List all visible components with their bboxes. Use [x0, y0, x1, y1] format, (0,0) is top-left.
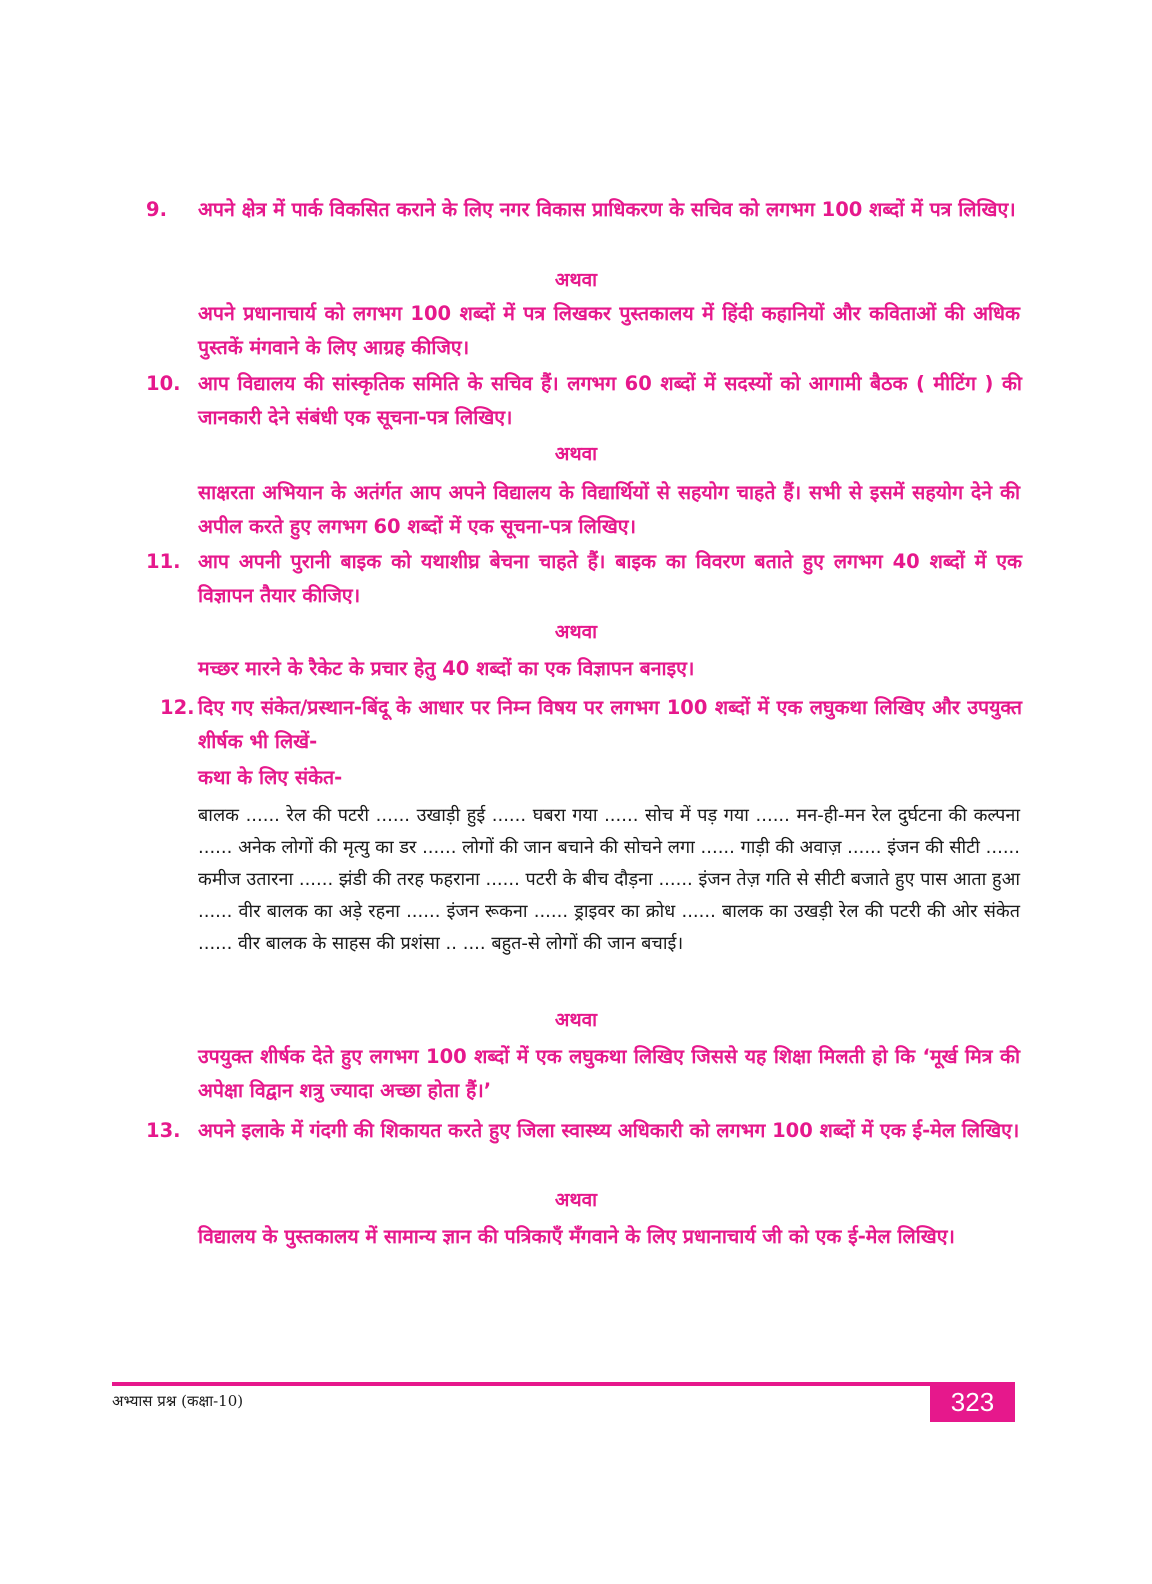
question-9 [146, 193, 1022, 227]
question-10 [146, 367, 1022, 435]
alternative-question-text: साक्षरता अभियान के अतंर्गत आप अपने विद्यालय के विद्यार्थियों से सहयोग चाहते हैं। सभी से इसमें सहयोग देने की अपील करते हुए लगभग 60 शब्दों में एक सूचना-पत्र लिखिए। [198, 481, 1020, 538]
question-number: 12. [160, 696, 195, 719]
question-number: 13. [146, 1119, 181, 1142]
question-number: 9. [146, 198, 167, 221]
question-12 [146, 691, 1022, 759]
question-text: अपने क्षेत्र में पार्क विकसित कराने के लिए नगर विकास प्राधिकरण के सचिव को लगभग 100 शब्दों में पत्र लिखिए। [198, 198, 1016, 221]
athva-label: अथवा [554, 269, 598, 291]
athva-label: अथवा [554, 621, 598, 643]
athva-label: अथवा [554, 1189, 598, 1211]
question-text: अपने इलाके में गंदगी की शिकायत करते हुए जिला स्वास्थ्य अधिकारी को लगभग 100 शब्दों में एक ई-मेल लिखिए। [198, 1119, 1020, 1142]
question-number: 10. [146, 372, 181, 395]
alternative-question-text: अपने प्रधानाचार्य को लगभग 100 शब्दों में पत्र लिखकर पुस्तकालय में हिंदी कहानियों और कविताओं की अधिक पुस्तकें मंगवाने के लिए आग्रह कीजिए। [198, 302, 1020, 359]
athva-label: अथवा [554, 1009, 598, 1031]
question-number: 11. [146, 550, 181, 573]
footer-divider [112, 1382, 1015, 1386]
alternative-question-text: विद्यालय के पुस्तकालय में सामान्य ज्ञान की पत्रिकाएँ मँगवाने के लिए प्रधानाचार्य जी को एक ई-मेल लिखिए। [198, 1225, 955, 1248]
athva-label: अथवा [554, 443, 598, 465]
question-text: आप विद्यालय की सांस्कृतिक समिति के सचिव हैं। लगभग 60 शब्दों में सदस्यों को आगामी बैठक ( मीटिंग ) की जानकारी देने संबंधी एक सूचना-पत्र लिखिए। [198, 372, 1022, 429]
alternative-question-text: उपयुक्त शीर्षक देते हुए लगभग 100 शब्दों में एक लघुकथा लिखिए जिससे यह शिक्षा मिलती हो कि ‘मूर्ख मित्र की अपेक्षा विद्वान शत्रु ज्यादा अच्छा होता हैं।’ [198, 1045, 1020, 1102]
question-11 [146, 545, 1022, 613]
story-hints: बालक ...... रेल की पटरी ...... उखाड़ी हुई ...... घबरा गया ...... सोच में पड़ गया ...... मन-ही-मन रेल दुर्घटना की कल्पना ...... अनेक लोगों की मृत्यु का डर ...... लोगों की जान बचाने की सोचने लगा ...... गाड़ी की अवाज़ ...... इंजन की सीटी ...... कमीज उतारना ...... झंडी की तरह फहराना ...... पटरी के बीच दौड़ना ...... इंजन तेज़ गति से सीटी बजाते हुए पास आता हुआ ...... वीर बालक का अड़े रहना ...... इंजन रूकना ...... ड्राइवर का क्रोध ...... बालक का उखड़ी रेल की पटरी की ओर संकेत ...... वीर बालक के साहस की प्रशंसा .. .... बहुत-से लोगों की जान बचाई। [198, 805, 1020, 954]
footer-book-title: अभ्यास प्रश्न (कक्षा-10) [112, 1392, 244, 1410]
question-13 [146, 1114, 1022, 1148]
page-number: 323 [930, 1382, 1015, 1422]
alternative-question-text: मच्छर मारने के रैकेट के प्रचार हेतु 40 शब्दों का एक विज्ञापन बनाइए। [198, 657, 695, 680]
question-text: आप अपनी पुरानी बाइक को यथाशीघ्र बेचना चाहते हैं। बाइक का विवरण बताते हुए लगभग 40 शब्दों में एक विज्ञापन तैयार कीजिए। [198, 550, 1022, 607]
hint-label: कथा के लिए संकेत- [198, 766, 343, 789]
question-text: दिए गए संकेत/प्रस्थान-बिंदू के आधार पर निम्न विषय पर लगभग 100 शब्दों में एक लघुकथा लिखिए और उपयुक्त शीर्षक भी लिखें- [198, 696, 1022, 753]
